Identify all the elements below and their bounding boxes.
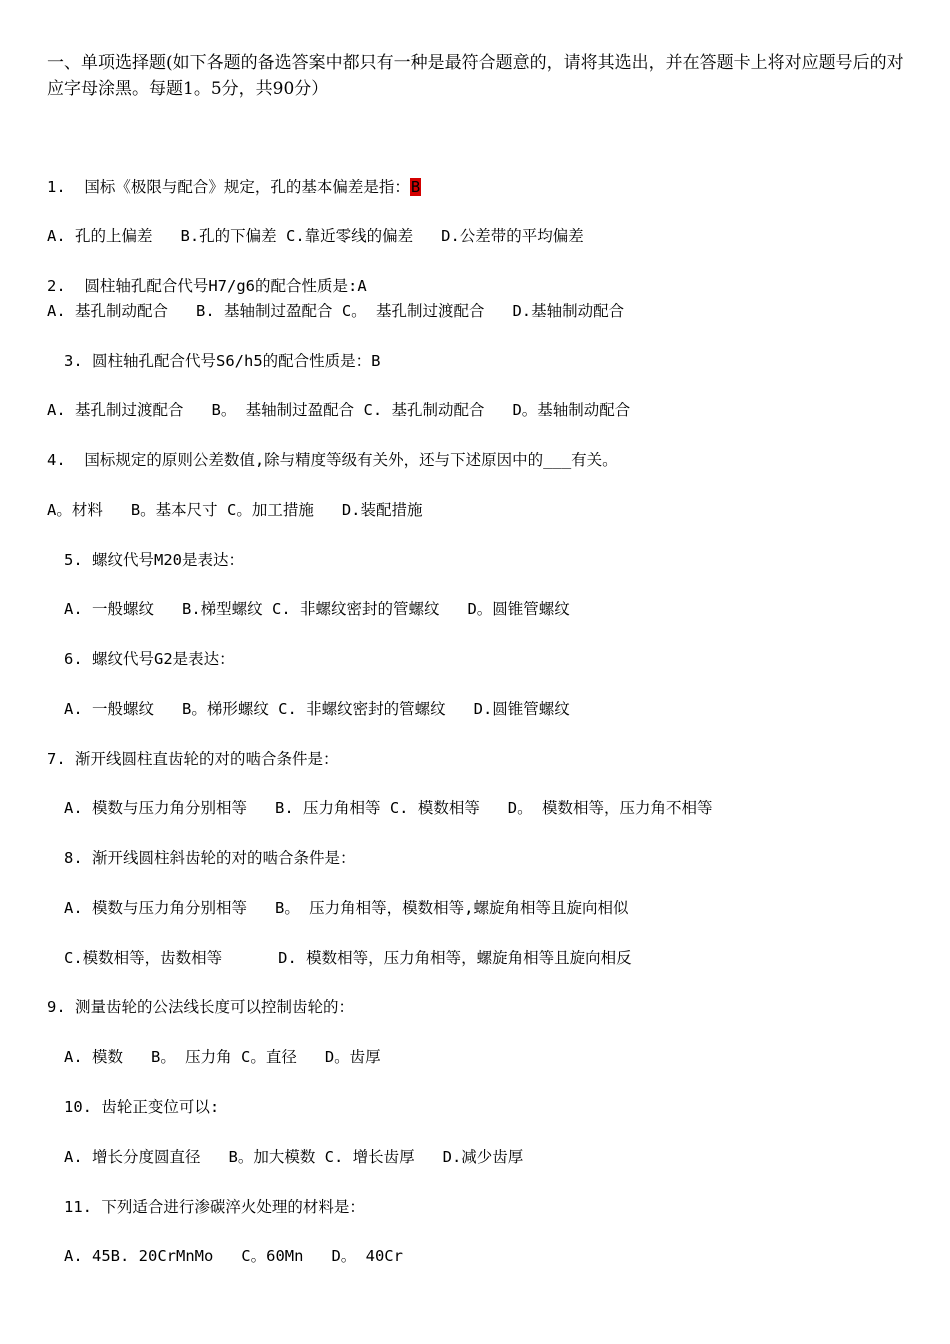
question-5: 5. 螺纹代号M20是表达： xyxy=(64,551,244,569)
question-1-options: A. 孔的上偏差 B.孔的下偏差 C.靠近零线的偏差 D.公差带的平均偏差 xyxy=(47,227,584,245)
question-8-options-b: C.模数相等，齿数相等 D. 模数相等，压力角相等，螺旋角相等且旋向相反 xyxy=(64,949,632,967)
question-11-options: A. 45B. 20CrMnMo C。60Mn D。 40Cr xyxy=(64,1247,403,1265)
question-9: 9. 测量齿轮的公法线长度可以控制齿轮的： xyxy=(47,998,354,1016)
question-7: 7. 渐开线圆柱直齿轮的对的啮合条件是： xyxy=(47,750,339,768)
question-8-options-a: A. 模数与压力角分别相等 B。 压力角相等，模数相等,螺旋角相等且旋向相似 xyxy=(64,899,629,917)
question-6: 6. 螺纹代号G2是表达： xyxy=(64,650,235,668)
question-7-options: A. 模数与压力角分别相等 B. 压力角相等 C. 模数相等 D。 模数相等，压力角不相等 xyxy=(64,799,713,817)
question-1 xyxy=(47,176,421,198)
question-4: 4. 国标规定的原则公差数值,除与精度等级有关外，还与下述原因中的___有关。 xyxy=(47,451,618,469)
question-10: 10. 齿轮正变位可以: xyxy=(64,1098,220,1116)
question-5-options: A. 一般螺纹 B.梯型螺纹 C. 非螺纹密封的管螺纹 D。圆锥管螺纹 xyxy=(64,600,570,618)
question-8: 8. 渐开线圆柱斜齿轮的对的啮合条件是： xyxy=(64,849,356,867)
question-3: 3. 圆柱轴孔配合代号S6/h5的配合性质是：B xyxy=(64,352,381,370)
question-1-answer-highlight: B xyxy=(410,178,421,196)
question-4-options: A。材料 B。基本尺寸 C。加工措施 D.装配措施 xyxy=(47,501,423,519)
question-1-text: 1. 国标《极限与配合》规定，孔的基本偏差是指： xyxy=(47,178,410,196)
question-10-options: A. 增长分度圆直径 B。加大模数 C. 增长齿厚 D.减少齿厚 xyxy=(64,1148,524,1166)
question-2: 2. 圆柱轴孔配合代号H7/g6的配合性质是:A xyxy=(47,277,367,295)
section-header: 一、单项选择题(如下各题的备选答案中都只有一种是最符合题意的，请将其选出，并在答题卡上将对应题号后的对应字母涂黑。每题1。5分，共90分） xyxy=(47,53,904,99)
question-3-options: A. 基孔制过渡配合 B。 基轴制过盈配合 C. 基孔制动配合 D。基轴制动配合 xyxy=(47,401,631,419)
question-11: 11. 下列适合进行渗碳淬火处理的材料是： xyxy=(64,1198,365,1216)
question-9-options: A. 模数 B。 压力角 C。直径 D。齿厚 xyxy=(64,1048,381,1066)
question-2-options: A. 基孔制动配合 B. 基轴制过盈配合 C。 基孔制过渡配合 D.基轴制动配合 xyxy=(47,302,625,320)
question-6-options: A. 一般螺纹 B。梯形螺纹 C. 非螺纹密封的管螺纹 D.圆锥管螺纹 xyxy=(64,700,570,718)
